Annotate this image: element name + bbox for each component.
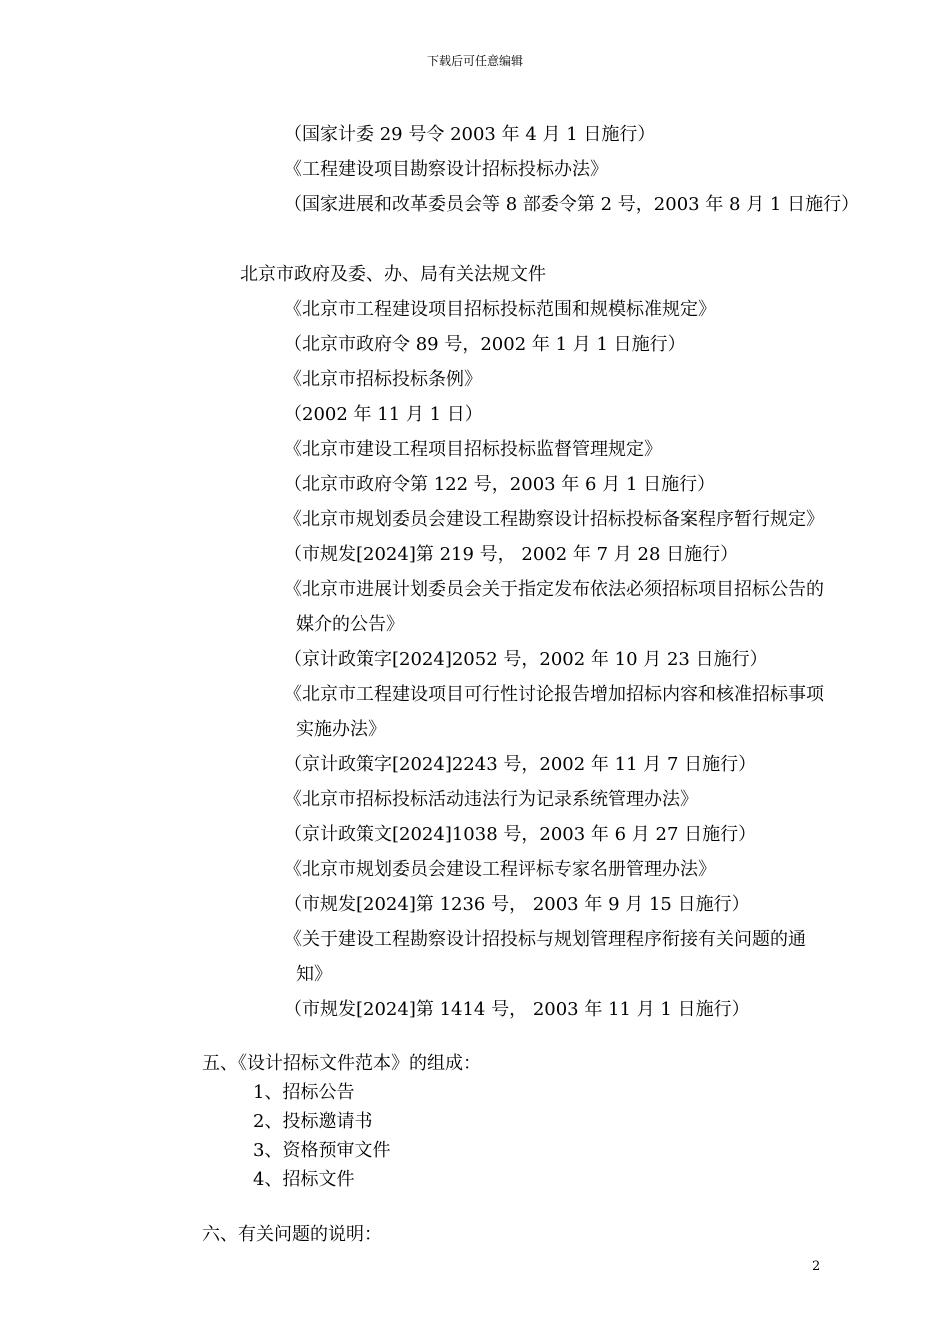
text-line: （2002 年 11 月 1 日） — [284, 404, 483, 425]
text-line: （市规发[2024]第 1414 号， 2003 年 11 月 1 日施行） — [284, 999, 750, 1020]
text-line: （北京市政府令 89 号，2002 年 1 月 1 日施行） — [284, 334, 686, 355]
section-heading: 五、《设计招标文件范本》的组成： — [202, 1053, 481, 1074]
text-line: （北京市政府令第 122 号，2003 年 6 月 1 日施行） — [284, 474, 716, 495]
text-line: 《北京市进展计划委员会关于指定发布依法必须招标项目招标公告的 — [284, 579, 824, 600]
text-line: （京计政策字[2024]2052 号，2002 年 10 月 23 日施行） — [284, 649, 768, 670]
text-line: （京计政策文[2024]1038 号，2003 年 6 月 27 日施行） — [284, 824, 757, 845]
section-heading: 北京市政府及委、办、局有关法规文件 — [240, 264, 546, 285]
text-line: （市规发[2024]第 1236 号， 2003 年 9 月 15 日施行） — [284, 894, 750, 915]
list-item: 4、招标文件 — [253, 1169, 355, 1190]
list-item: 1、招标公告 — [253, 1082, 355, 1103]
text-line: 《北京市规划委员会建设工程评标专家名册管理办法》 — [284, 859, 716, 880]
page-header: 下载后可任意编辑 — [426, 54, 523, 68]
page-number: 2 — [812, 1259, 821, 1274]
list-item: 2、投标邀请书 — [253, 1111, 373, 1132]
text-line-continued: 知》 — [296, 964, 332, 985]
section-heading: 六、有关问题的说明： — [202, 1224, 382, 1245]
text-line: 《北京市工程建设项目可行性讨论报告增加招标内容和核准招标事项 — [284, 684, 824, 705]
text-line-continued: 实施办法》 — [296, 719, 386, 740]
list-item: 3、资格预审文件 — [253, 1140, 391, 1161]
text-line: 《北京市建设工程项目招标投标监督管理规定》 — [284, 439, 662, 460]
text-line: 《北京市规划委员会建设工程勘察设计招标投标备案程序暂行规定》 — [284, 509, 824, 530]
text-line: （国家计委 29 号令 2003 年 4 月 1 日施行） — [284, 124, 656, 145]
text-line: 《关于建设工程勘察设计招投标与规划管理程序衔接有关问题的通 — [284, 929, 806, 950]
text-line: （京计政策字[2024]2243 号，2002 年 11 月 7 日施行） — [284, 754, 757, 775]
text-line: 《北京市招标投标活动违法行为记录系统管理办法》 — [284, 789, 698, 810]
text-line: （市规发[2024]第 219 号， 2002 年 7 月 28 日施行） — [284, 544, 739, 565]
text-line: 《北京市工程建设项目招标投标范围和规模标准规定》 — [284, 299, 716, 320]
text-line-continued: 媒介的公告》 — [296, 614, 404, 635]
text-line: 《工程建设项目勘察设计招标投标办法》 — [284, 159, 608, 180]
text-line: （国家进展和改革委员会等 8 部委令第 2 号，2003 年 8 月 1 日施行） — [284, 194, 860, 215]
text-line: 《北京市招标投标条例》 — [284, 369, 482, 390]
